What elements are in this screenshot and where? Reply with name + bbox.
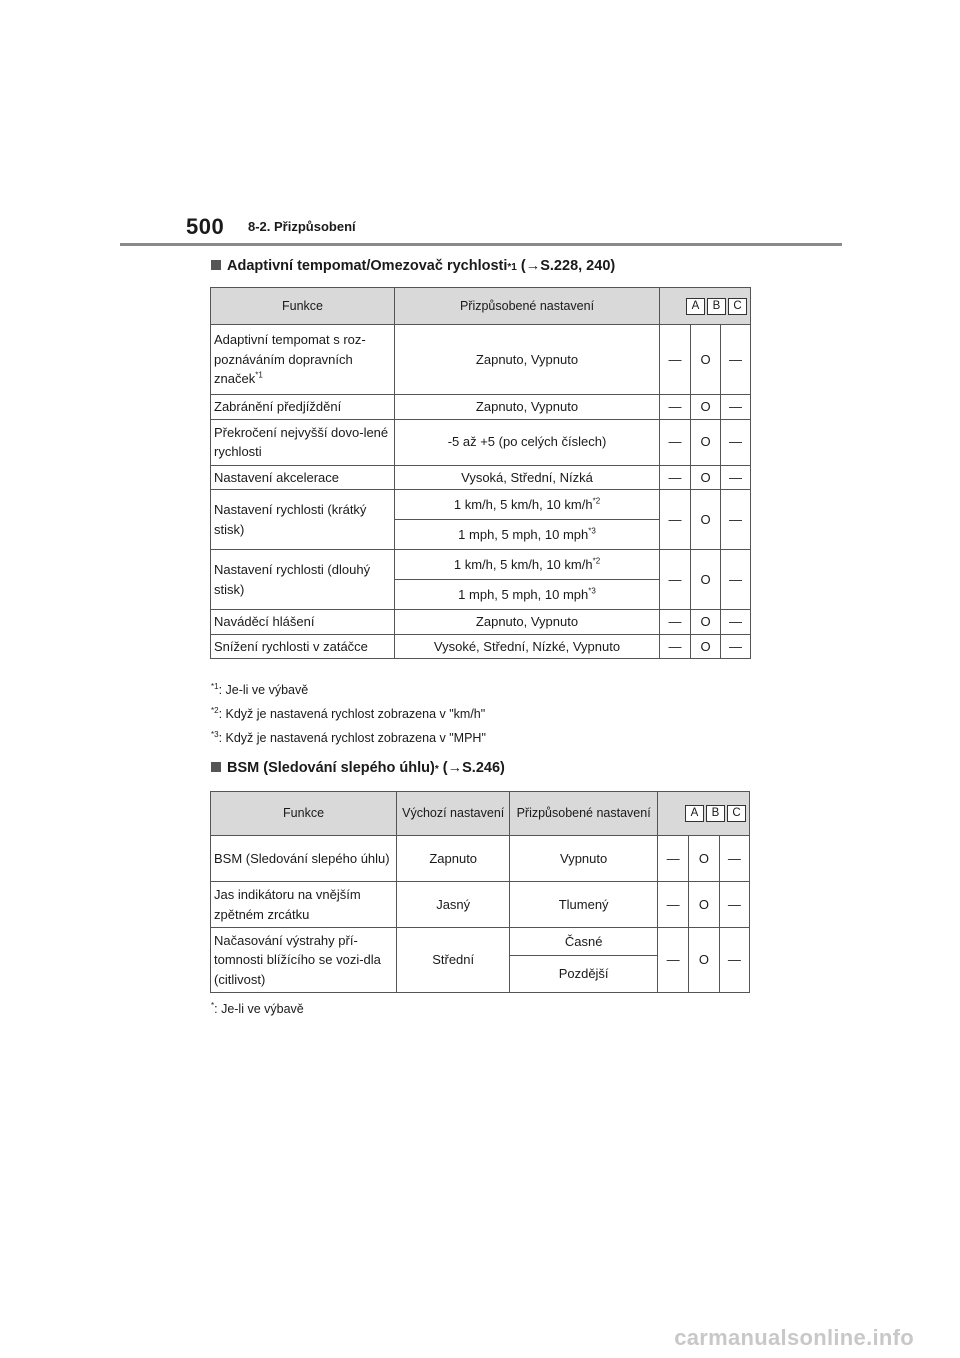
cell-nastaveni: Vysoké, Střední, Nízké, Vypnuto [395,634,660,659]
table-row [211,836,750,882]
col-header-b: B [706,805,725,822]
footnote-bsm [211,1001,304,1016]
cell-b: O [689,928,719,993]
cell-c: — [721,325,751,395]
section1-title-footnote: *1 [507,262,517,273]
cell-nastaveni: Zapnuto, Vypnuto [395,610,660,635]
cell-vychozi: Zapnuto [397,836,510,882]
footnote-text: : Je-li ve výbavě [214,1002,304,1017]
table-row [211,550,751,580]
cell-nastaveni: Pozdější [510,956,658,993]
cell-funkce [211,325,395,395]
col-header-c: C [728,298,747,315]
footnote-2 [211,706,485,721]
footnote-mark: *3 [588,526,596,536]
cell-nastaveni-text: 1 km/h, 5 km/h, 10 km/h [453,496,593,512]
cell-b: O [691,490,721,550]
table-row [211,610,751,635]
footnote-mark: *2 [211,706,219,715]
cell-a: — [660,550,691,610]
cell-a: — [660,325,691,395]
section2-ref-arrow: (→ [442,760,463,776]
cell-nastaveni: Vypnuto [510,836,658,882]
col-header-nastaveni: Přizpůsobené nastavení [510,792,658,836]
section2-title: BSM (Sledování slepého úhlu) [227,760,435,776]
section1-ref[interactable]: S.228, 240) [540,258,616,274]
cell-b: O [691,465,721,490]
cell-funkce-text: Adaptivní tempomat s roz-poznáváním dopravních značek [214,332,366,387]
table-row [211,634,751,659]
cell-a: — [660,395,691,420]
cell-nastaveni: Zapnuto, Vypnuto [395,395,660,420]
cell-a: — [657,882,688,928]
cell-funkce: BSM (Sledování slepého úhlu) [211,836,397,882]
cell-funkce: Načasování výstrahy pří-tomnosti blížícího se vozi-dla (citlivost) [211,928,397,993]
cell-a: — [660,419,691,465]
cell-c: — [721,395,751,420]
cell-funkce: Nastavení rychlosti (dlouhý stisk) [211,550,395,610]
settings-table-bsm [210,791,750,993]
footnote-mark: *3 [211,730,219,739]
table-row [211,419,751,465]
cell-a: — [660,634,691,659]
table-header-row [211,288,751,325]
col-header-funkce: Funkce [211,792,397,836]
cell-nastaveni: -5 až +5 (po celých číslech) [395,419,660,465]
cell-nastaveni: Tlumený [510,882,658,928]
cell-c: — [719,928,749,993]
col-header-a: A [686,298,705,315]
footnote-mark: *2 [592,496,601,506]
footnote-text: : Když je nastavená rychlost zobrazena v "MPH" [218,731,486,746]
table-row [211,325,751,395]
section2-ref[interactable]: S.246) [462,760,505,776]
cell-c: — [721,610,751,635]
cell-nastaveni [395,580,660,610]
cell-nastaveni: Časné [510,928,658,956]
cell-c: — [721,419,751,465]
cell-c: — [719,836,749,882]
col-header-abc [657,792,749,836]
cell-funkce: Překročení nejvyšší dovo-lené rychlosti [211,419,395,465]
cell-b: O [689,882,719,928]
cell-funkce: Naváděcí hlášení [211,610,395,635]
footnote-mark: *1 [255,370,263,380]
footnote-mark: * [211,1001,215,1010]
cell-a: — [660,465,691,490]
cell-c: — [721,490,751,550]
col-header-abc [660,288,751,325]
cell-b: O [691,610,721,635]
cell-funkce: Nastavení rychlosti (krátký stisk) [211,490,395,550]
cell-nastaveni: Vysoká, Střední, Nízká [395,465,660,490]
footnote-mark: *3 [588,586,596,596]
header-divider [120,243,842,246]
col-header-c: C [727,805,746,822]
cell-a: — [657,836,688,882]
cell-nastaveni [395,550,660,580]
cell-c: — [721,465,751,490]
section-title: 8-2. Přizpůsobení [248,219,356,234]
col-header-b: B [707,298,726,315]
footnote-mark: *2 [592,556,601,566]
section1-heading [211,258,615,274]
cell-funkce: Snížení rychlosti v zatáčce [211,634,395,659]
cell-vychozi: Jasný [397,882,510,928]
table-header-row [211,792,750,836]
col-header-a: A [685,805,704,822]
cell-funkce: Jas indikátoru na vnějším zpětném zrcátku [211,882,397,928]
table-row [211,928,750,956]
footnote-mark: *1 [211,682,219,691]
section2-title-footnote: * [434,764,439,775]
section2-heading [211,760,505,776]
watermark: carmanualsonline.info [674,1325,914,1350]
cell-nastaveni: Zapnuto, Vypnuto [395,325,660,395]
cell-nastaveni-text: 1 mph, 5 mph, 10 mph [458,526,589,542]
cell-b: O [691,325,721,395]
cell-nastaveni [395,520,660,550]
cell-nastaveni [395,490,660,520]
cell-b: O [691,634,721,659]
bullet-square-icon [211,260,221,270]
bullet-square-icon [211,762,221,772]
cell-vychozi: Střední [397,928,510,993]
col-header-funkce: Funkce [211,288,395,325]
cell-c: — [721,550,751,610]
cell-nastaveni-text: 1 km/h, 5 km/h, 10 km/h [453,556,593,572]
cell-funkce: Zabránění předjíždění [211,395,395,420]
footnote-text: : Když je nastavená rychlost zobrazena v "km/h" [218,707,486,722]
col-header-nastaveni: Přizpůsobené nastavení [395,288,660,325]
cell-b: O [691,550,721,610]
col-header-vychozi: Výchozí nastavení [397,792,510,836]
table-row [211,395,751,420]
table-row [211,882,750,928]
cell-b: O [689,836,719,882]
cell-a: — [657,928,688,993]
footnote-1 [211,682,308,697]
section1-ref-arrow: (→ [520,258,541,274]
footnote-text: : Je-li ve výbavě [218,683,309,698]
cell-c: — [719,882,749,928]
section1-title: Adaptivní tempomat/Omezovač rychlosti [227,258,508,274]
table-row [211,490,751,520]
page-number: 500 [186,214,225,239]
footnote-3 [211,730,486,745]
cell-funkce: Nastavení akcelerace [211,465,395,490]
cell-a: — [660,610,691,635]
cell-nastaveni-text: 1 mph, 5 mph, 10 mph [458,586,589,602]
table-row [211,465,751,490]
cell-b: O [691,419,721,465]
cell-c: — [721,634,751,659]
settings-table-acc [210,287,751,659]
cell-a: — [660,490,691,550]
cell-b: O [691,395,721,420]
